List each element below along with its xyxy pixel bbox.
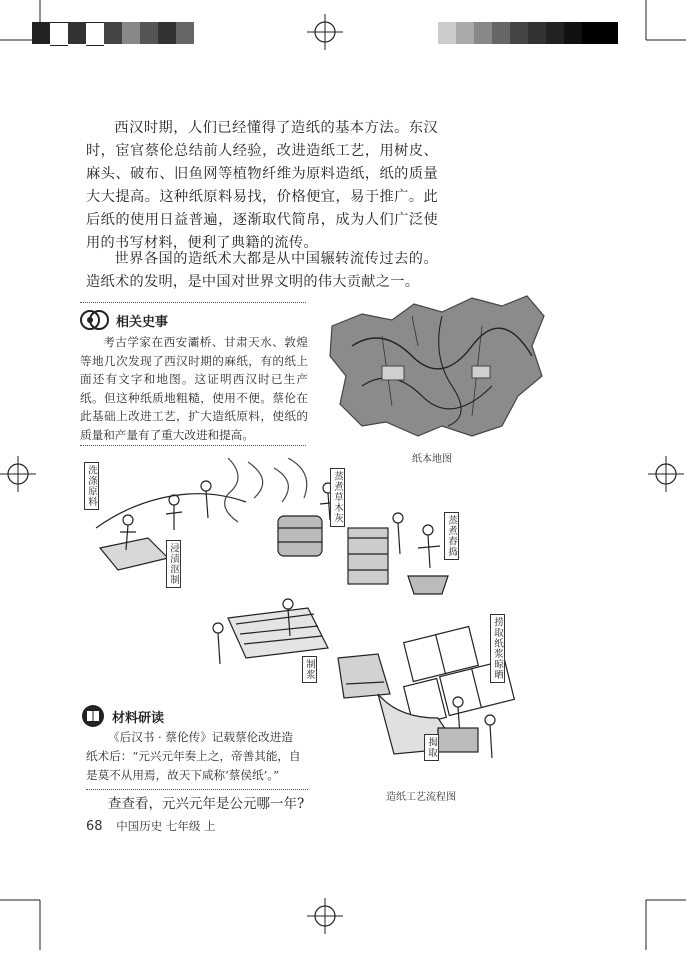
process-caption: 造纸工艺流程图 — [386, 792, 456, 803]
step-label-scoop: 捞取纸浆晾晒 — [490, 614, 505, 683]
paper-map-image — [322, 286, 554, 446]
page-number: 68 — [86, 819, 103, 834]
section-divider — [80, 302, 306, 303]
crop-mark-top-left-icon — [0, 0, 70, 70]
crop-mark-bottom-right-icon — [616, 880, 686, 968]
step-label-wash: 洗涤原料 — [84, 462, 99, 510]
registration-mark-top-icon — [307, 14, 343, 50]
body-paragraph-2: 世界各国的造纸术大都是从中国辗转流传过去的。造纸术的发明，是中国对世界文明的伟大贡献之一。 — [86, 251, 438, 290]
step-label-pulp: 制浆 — [302, 656, 317, 683]
step-label-pound: 蒸煮舂捣 — [444, 512, 459, 560]
material-reading-line-2: 纸术后：“元兴元年奏上之，帝善其能，自 — [86, 749, 301, 763]
material-reading-heading — [80, 703, 164, 729]
step-label-steam: 蒸煮草木灰 — [330, 468, 345, 527]
map-caption: 纸本地图 — [412, 454, 452, 465]
page-footer — [86, 818, 216, 834]
related-history-text: 考古学家在西安灞桥、甘肃天水、敦煌等地几次发现了西汉时期的麻纸，有的纸上面还有文字和地图。这证明西汉时已生产纸。但这种纸质地粗糙，使用不便。蔡伦在此基础上改进工艺，扩大造纸原料，使纸的质量和产量有了重大改进和提高。 — [80, 335, 308, 442]
step-label-soak: 浸渍沤制 — [166, 540, 181, 588]
registration-mark-left-icon — [0, 456, 36, 492]
material-reading-line-3: 是莫不从用焉，故天下咸称‘蔡侯纸’。” — [86, 768, 279, 782]
material-reading-question: 查查看，元兴元年是公元哪一年? — [108, 796, 305, 812]
crop-mark-top-right-icon — [616, 0, 686, 70]
body-paragraph-1: 西汉时期，人们已经懂得了造纸的基本方法。东汉时，宦官蔡伦总结前人经验，改进造纸工艺，用树皮、麻头、破布、旧鱼网等植物纤维为原料造纸，纸的质量大大提高。这种纸原料易找，价格便宜，易于推广。此后纸的使用日益普遍，逐渐取代简帛，成为人们广泛使用的书写材料，便利了典籍的流传。 — [86, 120, 438, 251]
material-reading-divider — [86, 789, 308, 790]
book-title: 中国历史 七年级 上 — [116, 819, 216, 833]
related-history-heading — [80, 307, 168, 333]
crop-mark-bottom-left-icon — [0, 880, 70, 968]
material-reading-line-1: 《后汉书 · 蔡伦传》记载蔡伦改进造 — [108, 730, 293, 744]
material-reading-title: 材料研读 — [112, 710, 165, 726]
color-bar-right — [438, 22, 618, 44]
step-label-peel: 揭取 — [424, 734, 439, 761]
registration-mark-bottom-icon — [307, 898, 343, 934]
related-history-title: 相关史事 — [116, 314, 169, 330]
section-divider-bottom — [80, 445, 306, 446]
material-reading-icon — [80, 703, 106, 729]
registration-mark-right-icon — [648, 456, 684, 492]
related-history-icon — [80, 307, 110, 333]
